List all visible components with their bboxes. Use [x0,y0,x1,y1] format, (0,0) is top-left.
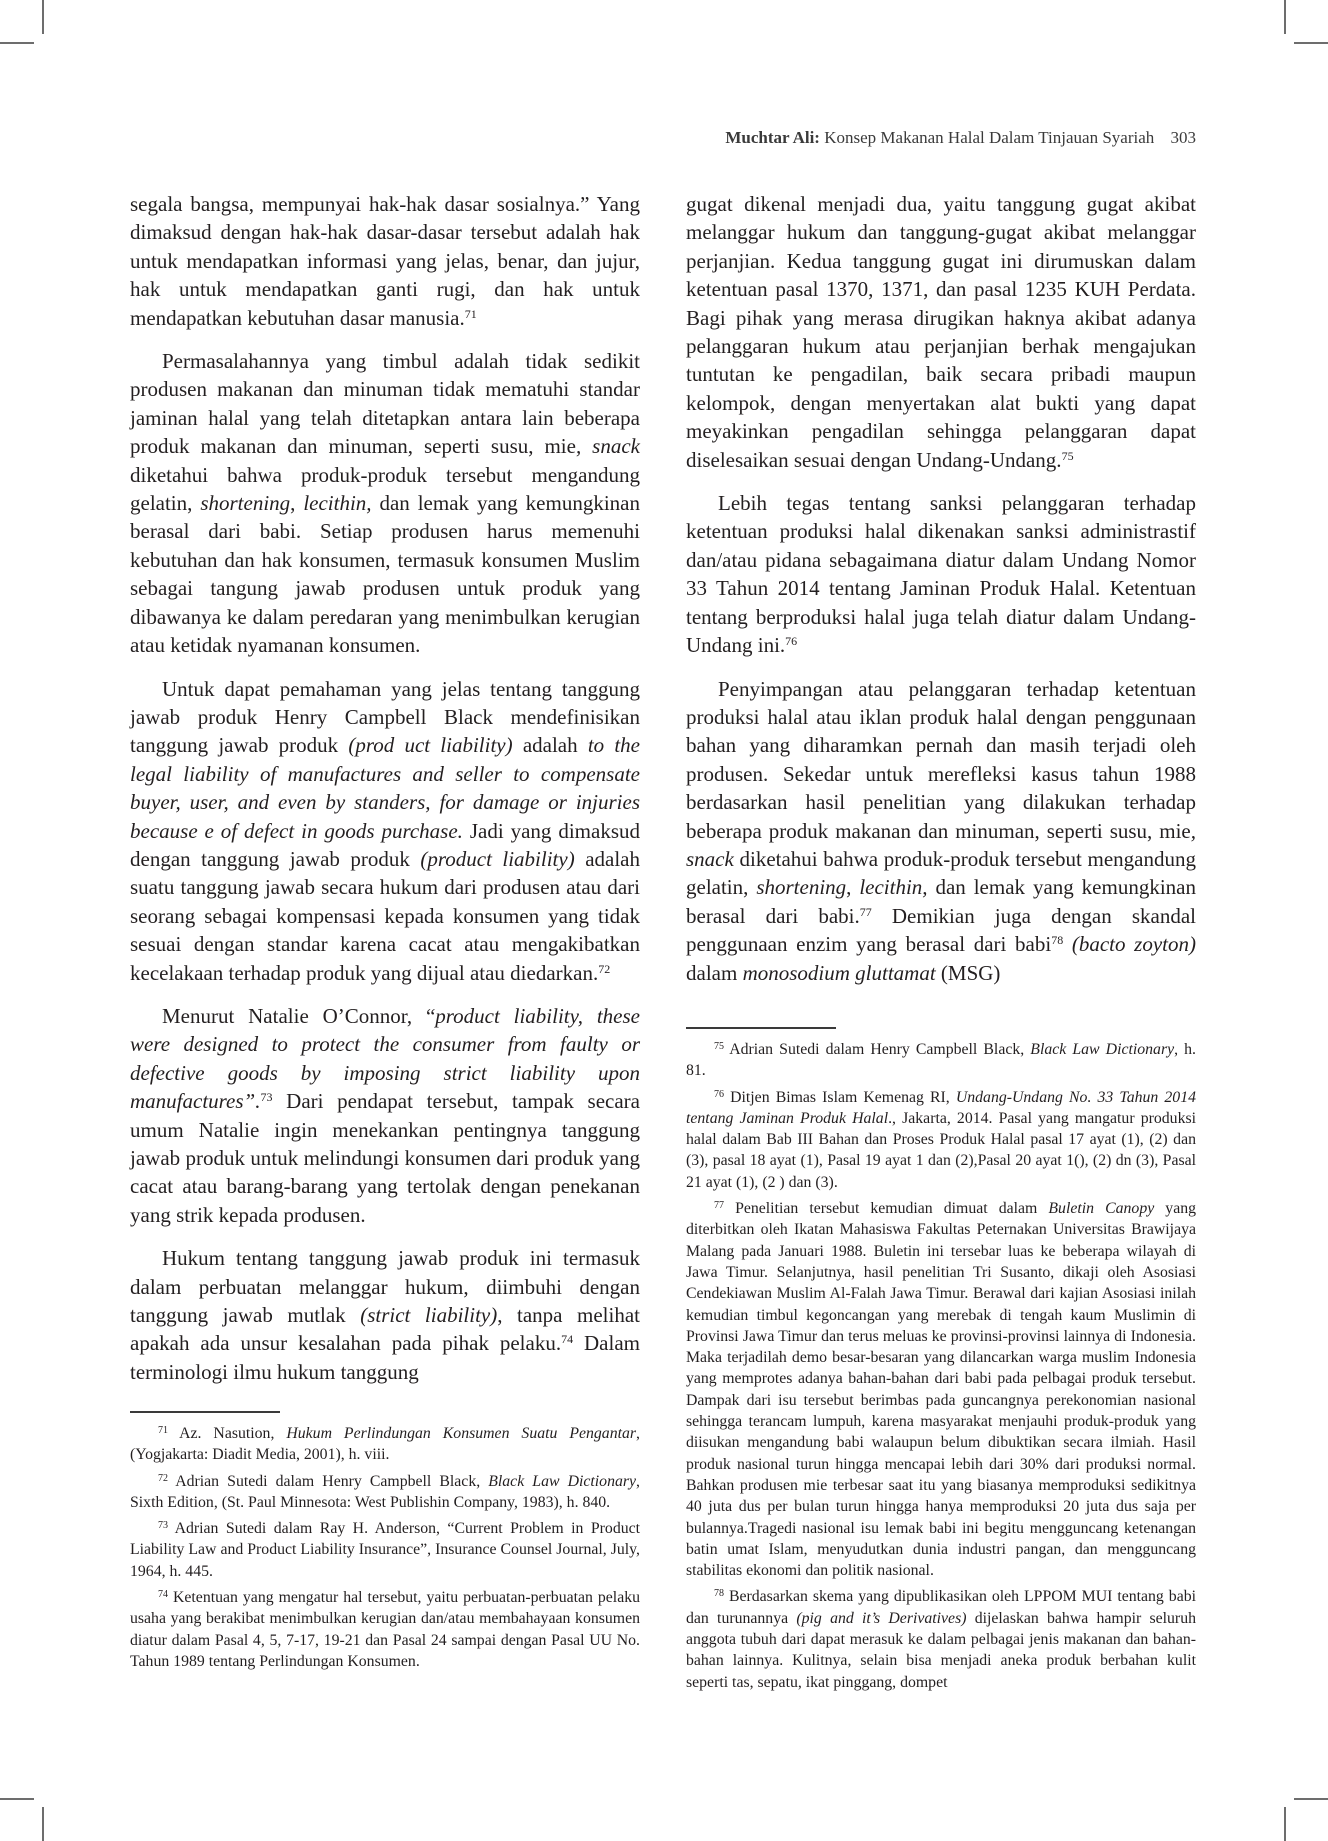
footnote [130,1471,640,1514]
italic-term: shortening [756,875,847,900]
footnote-title: Buletin Canopy [1048,1200,1155,1218]
paragraph-text: dan lemak yang kemungkinan berasal dari babi. Setiap produsen harus memenuhi kebutuhan dan hak konsumen, termasuk konsumen Muslim sebagai tangung jawab produsen untuk produk yang dibawanya ke dalam peredaran yang menimbulkan kerugian atau ketidak nyamanan konsumen. [130,491,640,658]
paragraph [686,190,1196,474]
footnote [130,1518,640,1582]
running-header [725,128,1196,148]
footnote [686,1198,1196,1581]
footnote-ref: 73 [260,1090,273,1105]
paragraph [686,489,1196,659]
paragraph-text: Demikian juga dengan skandal penggunaan enzim yang berasal dari babi [686,903,1196,957]
footnote [130,1423,640,1466]
left-column [130,190,640,1386]
italic-term: lecithin, [859,875,928,900]
crop-mark-top-right-h [1294,42,1328,44]
paragraph [130,347,640,659]
footnote-text: ., Jakarta, 2014. Pasal yang mangatur produksi halal dalam Bab III Bahan dan Proses Produk Halal pasal 17 ayat (1), (2) dan (3), pasal 18 ayat (1), Pasal 19 ayat 1 dan (2),Pasal 20 ayat 1(), (2) dn (3), Pasal 21 ayat (1), (2 ) dan (3). [686,1109,1196,1191]
italic-quote: product liability, these were designed to protect the consumer from faulty or defective goods by imposing strict liability upon manufactures”. [130,1003,640,1114]
paragraph-text: Dalam terminologi ilmu hukum tanggung [130,1331,640,1384]
paragraph-text: Untuk dapat pemahaman yang jelas tentang tanggung jawab produk Henry Campbell Black mendefinisikan tanggung jawab produk [130,676,640,758]
paragraph-text: , tanpa melihat apakah ada unsur kesalahan pada pihak pelaku. [130,1303,640,1356]
footnote-number: 75 [714,1041,724,1052]
footnote-text: dijelaskan bahwa hampir seluruh anggota tubuh dari dapat merasuk ke dalam pelbagai jenis makanan dan bahan-bahan lainnya. Kulitnya, selain bisa menjadi aneka produk berbahan kulit seperti tas, sepatu, ikat pinggang, dompet [686,1609,1196,1691]
footnote-number: 74 [158,1589,168,1601]
paragraph-text: adalah [512,733,588,758]
footnote-text: Berdasarkan skema yang dipublikasikan oleh LPPOM MUI tentang babi dan turunannya [686,1588,1196,1627]
paragraph-text: , [290,491,304,516]
italic-term: (bacto zoyton) [1071,932,1196,957]
paragraph-text: diketahui bahwa produk-produk tersebut mengandung gelatin, [686,846,1196,900]
footnote-text: , (Yogjakarta: Diadit Media, 2001), h. viii. [130,1425,640,1464]
crop-mark-top-right-v [1284,0,1286,34]
header-title: Konsep Makanan Halal Dalam Tinjauan Syariah [824,128,1155,147]
paragraph-text: (MSG) [935,960,1001,985]
footnote-ref: 72 [598,961,611,976]
paragraph-text: Dari pendapat tersebut, tampak secara umum Natalie ingin menekankan pentingnya tanggung jawab produk untuk melindungi konsumen dari produk yang cacat atau barang-barang yang tertolak dengan penekanan yang strik kepada produsen. [130,1089,640,1227]
paragraph-text: segala bangsa, mempunyai hak-hak dasar sosialnya.” Yang dimaksud dengan hak-hak dasar-dasar tersebut adalah hak untuk mendapatkan informasi yang jelas, benar, dan jujur, hak untuk mendapatkan ganti rugi, dan hak untuk mendapatkan kebutuhan dasar manusia. [130,192,640,330]
crop-mark-top-left-v [42,0,44,34]
paragraph [130,675,640,987]
footnote [686,1039,1196,1082]
footnote-ref: 78 [1051,933,1064,948]
footnotes-left [130,1411,640,1672]
header-author: Muchtar Ali: [725,128,820,147]
footnote-number: 72 [158,1472,168,1484]
footnote-title: Black Law Dictionary [1030,1041,1175,1058]
footnote-text: Az. Nasution, [179,1425,287,1442]
footnote-ref: 75 [1061,448,1074,463]
page-number: 303 [1170,128,1196,147]
footnote-title: Hukum Perlindungan Konsumen Suatu Pengantar [286,1425,637,1442]
italic-term: (prod uct liability) [348,733,513,758]
footnote [686,1586,1196,1692]
italic-term: (product liability) [420,846,575,871]
footnote-ref: 77 [859,904,872,919]
right-column [686,190,1196,987]
footnote-text: Adrian Sutedi dalam Ray H. Anderson, “Current Problem in Product Liability Law and Product Liability Insurance”, Insurance Counsel Journal, July, 1964, h. 445. [130,1520,641,1580]
paragraph-text: gugat dikenal menjadi dua, yaitu tanggung gugat akibat melanggar hukum dan tanggung-gugat akibat melanggar perjanjian. Kedua tanggung gugat ini dirumuskan dalam ketentuan pasal 1370, 1371, dan pasal 1235 KUH Perdata. Bagi pihak yang merasa dirugikan haknya akibat adanya pelanggaran hukum atau perjanjian berhak mengajukan tuntutan ke pengadilan, baik secara pribadi maupun kelompok, dengan menyertakan alat bukti yang dapat meyakinkan pengadilan sehingga pelanggaran dapat diselesaikan sesuai dengan Undang-Undang. [686,192,1196,472]
italic-term: shortening [200,491,291,516]
footnote-text: Penelitian tersebut kemudian dimuat dalam [735,1200,1049,1218]
paragraph-text: Lebih tegas tentang sanksi pelanggaran terhadap ketentuan produksi halal dikenakan sanksi administrastif dan/atau pidana sebagaimana diatur dalam Undang Nomor 33 Tahun 2014 tentang Jaminan Produk Halal. Ketentuan tentang berproduksi halal juga telah diatur dalam Undang-Undang ini. [686,491,1196,658]
italic-term: , snack [686,818,1196,871]
footnote-text: Adrian Sutedi dalam Henry Campbell Black, [729,1041,1031,1058]
footnote-text: Ditjen Bimas Islam Kemenag RI, [730,1088,956,1106]
footnote [130,1587,640,1672]
paragraph [130,190,640,332]
footnote-title: (pig and it’s Derivatives) [796,1609,967,1627]
paragraph [130,1244,640,1386]
paragraph-text: adalah suatu tanggung jawab secara hukum dari produsen atau dari seorang sebagai kompensasi kepada konsumen yang tidak sesuai dengan standar karena cacat atau mengakibatkan kecelakaan terhadap produk yang dijual atau diedarkan. [130,846,640,985]
paragraph [686,675,1196,987]
paragraph [130,1002,640,1229]
footnote-ref: 76 [785,634,798,649]
italic-term: , snack [575,434,640,459]
footnote-title: Undang-Undang No. 33 Tahun 2014 tentang Jaminan Produk Halal [686,1088,1197,1127]
footnote-rule [130,1411,280,1413]
footnote-text: yang diterbitkan oleh Ikatan Mahasiswa Fakultas Peternakan Universitas Brawijaya Malang pada Januari 1988. Buletin ini tersebar luas ke beberapa wilayah di Jawa Timur. Selanjutnya, hasil penelitian Tri Susanto, dikaji oleh Asosiasi Cendekiawan Muslim Al-Falah Jawa Timur. Berawal dari kajian Asosiasi inilah kemudian timbul kegoncangan yang merebak di tengah kaum Muslimin di Provinsi Jawa Timur dan terus meluas ke provinsi-provinsi lainnya di Indonesia. Maka terjadilah demo besar-besaran yang dilancarkan warga muslim Indonesia yang memprotes adanya bahan-bahan dari babi pada pelbagai produk tersebut. Dampak dari isu tersebut berimbas pada guncangnya perekonomian nasional sehingga terancam lumpuh, karena masyarakat menjauhi produk-produk yang diisukan mengandung babi walaupun belum dibuktikan secara ilmiah. Hasil produk nasional turun hingga mencapai lebih dari 30% dari produksi normal. Bahkan produsen mie terbesar saat itu yang biasanya memproduksi sedikitnya 40 juta dus per bulan turun hingga hanya memproduksi 20 juta dus saja per bulannya.Tragedi nasional isu lemak babi ini begitu mengguncang ketenangan batin umat Islam, menyudutkan dunia industri pangan, dan mengguncang stabilitas ekonomi dan politik nasional. [686,1200,1197,1580]
paragraph-text: Penyimpangan atau pelanggaran terhadap ketentuan produksi halal atau iklan produk halal dengan penggunaan bahan yang diharamkan pernah dan masih terjadi oleh produsen. Sekedar untuk merefleksi kasus tahun 1988 berdasarkan hasil penelitian yang dilakukan terhadap beberapa produk makanan dan minuman, seperti susu, mie [686,676,1196,843]
paragraph-text: dan lemak yang kemungkinan berasal dari babi. [686,875,1196,928]
italic-term: lecithin, [303,491,372,516]
footnote-text: , h. 81. [686,1041,1196,1080]
italic-term: (strict liability) [360,1303,498,1328]
crop-mark-bottom-left-h [0,1798,34,1800]
crop-mark-bottom-right-v [1284,1807,1286,1841]
footnote-number: 71 [158,1425,168,1436]
footnote [686,1087,1196,1193]
paragraph-text: Jadi yang dimaksud dengan tanggung jawab produk [130,818,640,871]
footnote-number: 73 [158,1520,168,1532]
footnote-ref: 71 [464,306,477,321]
footnote-rule [686,1027,836,1029]
paragraph-text [1063,932,1072,956]
paragraph-text: Menurut Natalie O’Connor, “ [162,1003,436,1028]
footnotes-right [686,1027,1196,1693]
footnote-text: , Sixth Edition, (St. Paul Minnesota: West Publishin Company, 1983), h. 840. [130,1472,640,1511]
crop-mark-bottom-right-h [1294,1798,1328,1800]
footnote-number: 77 [714,1200,724,1212]
paragraph-text: dalam [686,960,743,985]
crop-mark-top-left-h [0,42,34,44]
footnote-text: Adrian Sutedi dalam Henry Campbell Black, [175,1472,489,1490]
paragraph-text: Permasalahannya yang timbul adalah tidak sedikit produsen makanan dan minuman tidak mematuhi standar jaminan halal yang telah ditetapkan antara lain beberapa produk makanan dan minuman, seperti susu, mie [130,349,640,459]
paragraph-text: Hukum tentang tanggung jawab produk ini termasuk dalam perbuatan melanggar hukum, diimbuhi dengan tanggung jawab mutlak [130,1246,640,1328]
crop-mark-bottom-left-v [42,1807,44,1841]
italic-quote: to the legal liability of manufactures and seller to compensate buyer, user, and even by standers, for damage or injuries because e of defect in goods purchase. [130,733,640,843]
paragraph-text: , [846,875,860,900]
footnote-text: Ketentuan yang mengatur hal tersebut, yaitu perbuatan-perbuatan pelaku usaha yang berakibat menimbulkan kerugian dan/atau membahayaan konsumen diatur dalam Pasal 4, 5, 7-17, 19-21 dan Pasal 24 sampai dengan Pasal UU No. Tahun 1989 tentang Perlindungan Konsumen. [130,1589,640,1670]
footnote-title: Black Law Dictionary [488,1472,637,1490]
paragraph-text: diketahui bahwa produk-produk tersebut mengandung gelatin, [130,462,640,516]
footnote-number: 76 [714,1088,724,1100]
italic-term: monosodium gluttamat [742,960,936,985]
footnote-number: 78 [714,1588,724,1600]
footnote-ref: 74 [561,1332,574,1347]
